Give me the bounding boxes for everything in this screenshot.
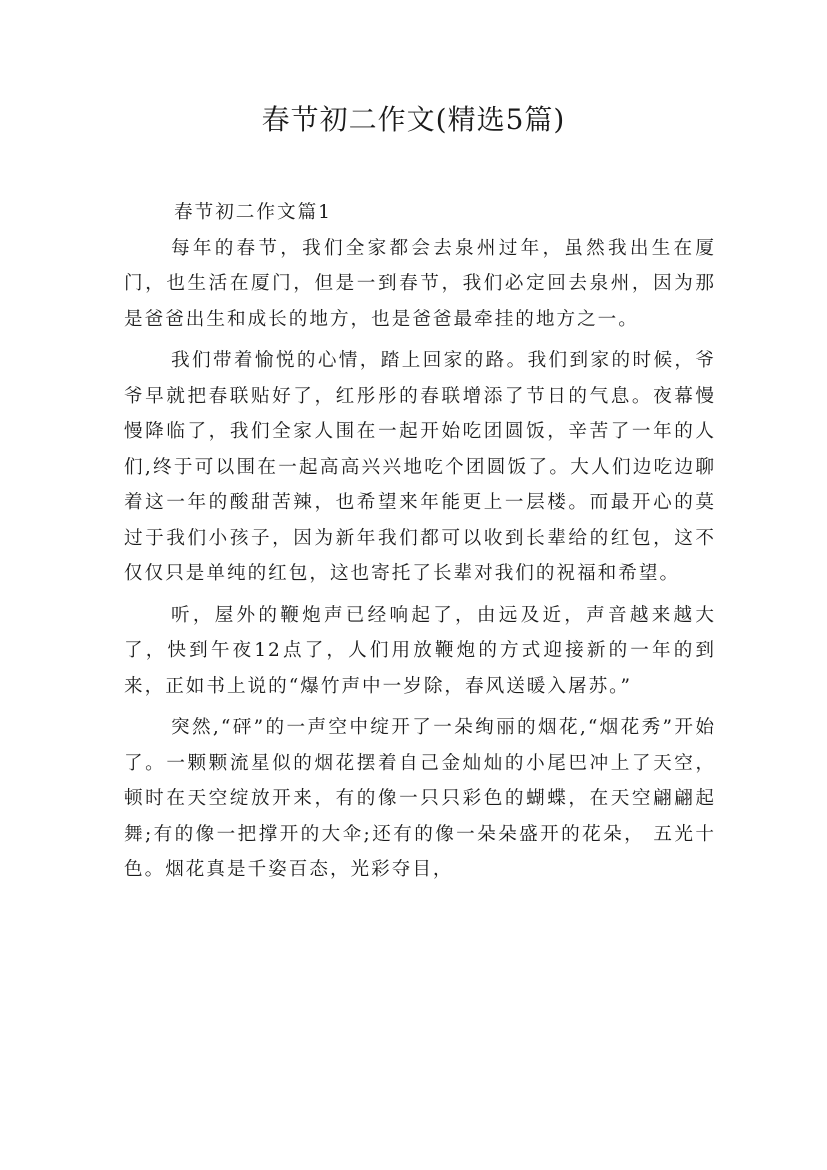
paragraph-2: 我们带着愉悦的心情，踏上回家的路。我们到家的时候，爷爷早就把春联贴好了，红彤彤的春联增添了节日的气息。夜幕慢慢降临了，我们全家人围在一起开始吃团圆饭，辛苦了一年的人们,终于可以围在一起高高兴兴地吃个团圆饭了。大人们边吃边聊着这一年的酸甜苦辣，也希望来年能更上一层楼。而最开心的莫过于我们小孩子，因为新年我们都可以收到长辈给的红包，这不仅仅只是单纯的红包，这也寄托了长辈对我们的祝福和希望。	[124, 350, 716, 584]
document-title: 春节初二作文(精选5篇)	[261, 103, 566, 136]
paragraph-3: 听，屋外的鞭炮声已经响起了，由远及近，声音越来越大了，快到午夜12点了，人们用放鞭炮的方式迎接新的一年的到来，正如书上说的“爆竹声中一岁除，春风送暖入屠苏。”	[124, 604, 716, 697]
section-heading: 春节初二作文篇1	[174, 202, 332, 223]
paragraph-4: 突然,“砰”的一声空中绽开了一朵绚丽的烟花,“烟花秀”开始了。一颗颗流星似的烟花摆着自己金灿灿的小尾巴冲上了天空，顿时在天空绽放开来，有的像一只只彩色的蝴蝶，在天空翩翩起舞;有的像一把撑开的大伞;还有的像一朵朵盛开的花朵， 五光十色。烟花真是千姿百态，光彩夺目，	[124, 717, 716, 880]
paragraph-1: 每年的春节，我们全家都会去泉州过年，虽然我出生在厦门，也生活在厦门，但是一到春节，我们必定回去泉州，因为那是爸爸出生和成长的地方，也是爸爸最牵挂的地方之一。	[124, 237, 716, 330]
document-body	[124, 195, 716, 894]
